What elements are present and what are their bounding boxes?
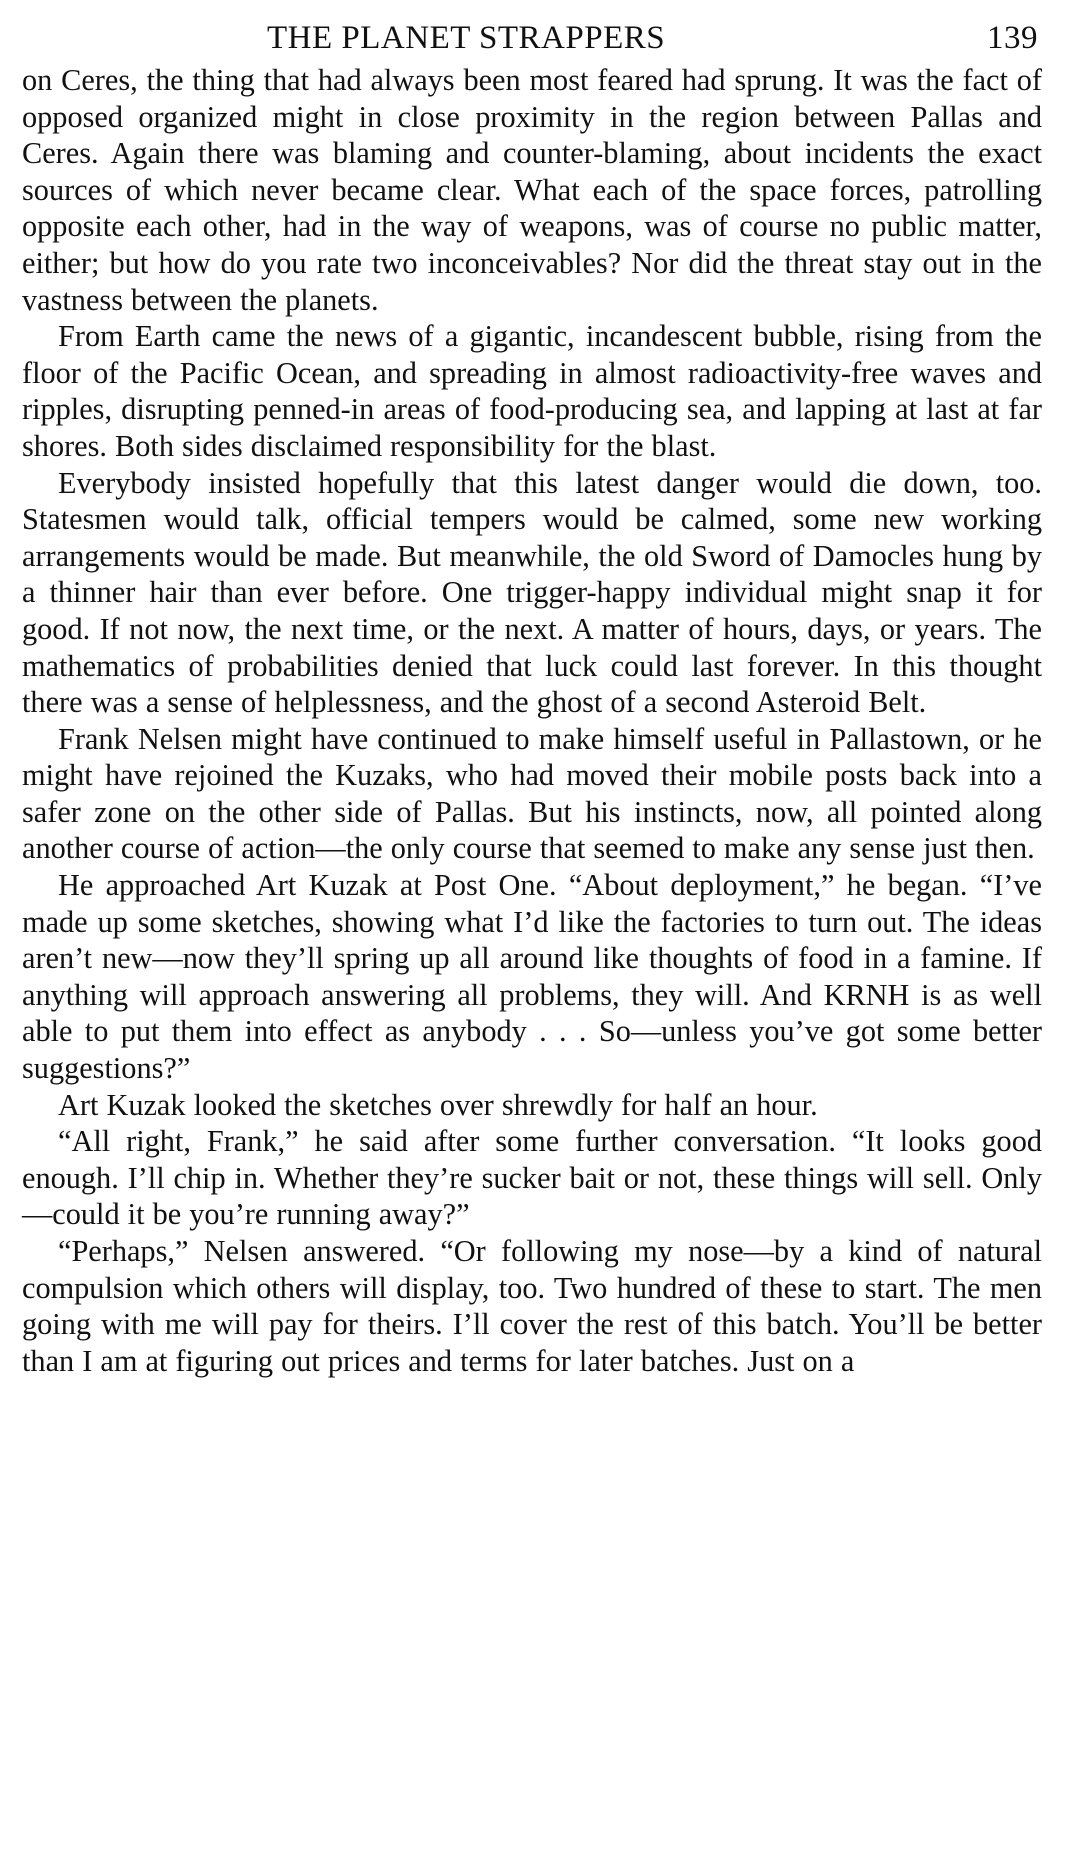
- paragraph: “Perhaps,” Nelsen answered. “Or following my nose—by a kind of natural compulsion which others will display, too. Two hundred of these to start. The men going with me will pay for theirs. I’ll cover the rest of this batch. You’ll be better than I am at figuring out prices and terms for later batches. Just on a: [22, 1234, 1042, 1378]
- paragraph: Frank Nelsen might have continued to make himself useful in Pallastown, or he might have rejoined the Kuzaks, who had moved their mobile posts back into a safer zone on the other side of Pallas. But his instincts, now, all pointed along another course of action—the only course that seemed to make any sense just then.: [22, 721, 1042, 866]
- page-number: 139: [987, 20, 1038, 56]
- paragraph: Everybody insisted hopefully that this latest danger would die down, too. Statesmen would talk, official tempers would be calmed, some new working arrangements would be made. But meanwhile, the old Sword of Damocles hung by a thinner hair than ever before. One trigger-happy individual might snap it for good. If not now, the next time, or the next. A matter of hours, days, or years. The mathematics of probabilities denied that luck could last forever. In this thought there was a sense of helplessness, and the ghost of a second Asteroid Belt.: [22, 465, 1042, 720]
- paragraph: Art Kuzak looked the sketches over shrewdly for half an hour.: [58, 1087, 818, 1122]
- book-page: [22, 0, 1042, 1867]
- running-title: THE PLANET STRAPPERS: [267, 20, 666, 56]
- paragraph: From Earth came the news of a gigantic, incandescent bubble, rising from the floor of the Pacific Ocean, and spreading in almost radioactivity-free waves and ripples, disrupting penned-in areas of food-producing sea, and lapping at last at far shores. Both sides disclaimed responsibility for the blast.: [22, 319, 1042, 463]
- body-text: [22, 62, 1042, 1379]
- paragraph: He approached Art Kuzak at Post One. “About deployment,” he began. “I’ve made up some sketches, showing what I’d like the factories to turn out. The ideas aren’t new—now they’ll spring up all around like thoughts of food in a famine. If anything will approach answering all problems, they will. And KRNH is as well able to put them into effect as anybody . . . So—unless you’ve got some better suggestions?”: [22, 868, 1042, 1086]
- page-header: [22, 0, 1042, 62]
- paragraph: “All right, Frank,” he said after some further conversation. “It looks good enough. I’ll chip in. Whether they’re sucker bait or not, these things will sell. Only—could it be you’re running away?”: [22, 1124, 1042, 1232]
- paragraph-continued: on Ceres, the thing that had always been most feared had sprung. It was the fact of opposed organized might in close proximity in the region between Pallas and Ceres. Again there was blaming and counter-blaming, about incidents the exact sources of which never became clear. What each of the space forces, patrolling opposite each other, had in the way of weapons, was of course no public matter, either; but how do you rate two inconceivables? Nor did the threat stay out in the vastness between the planets.: [22, 63, 1042, 317]
